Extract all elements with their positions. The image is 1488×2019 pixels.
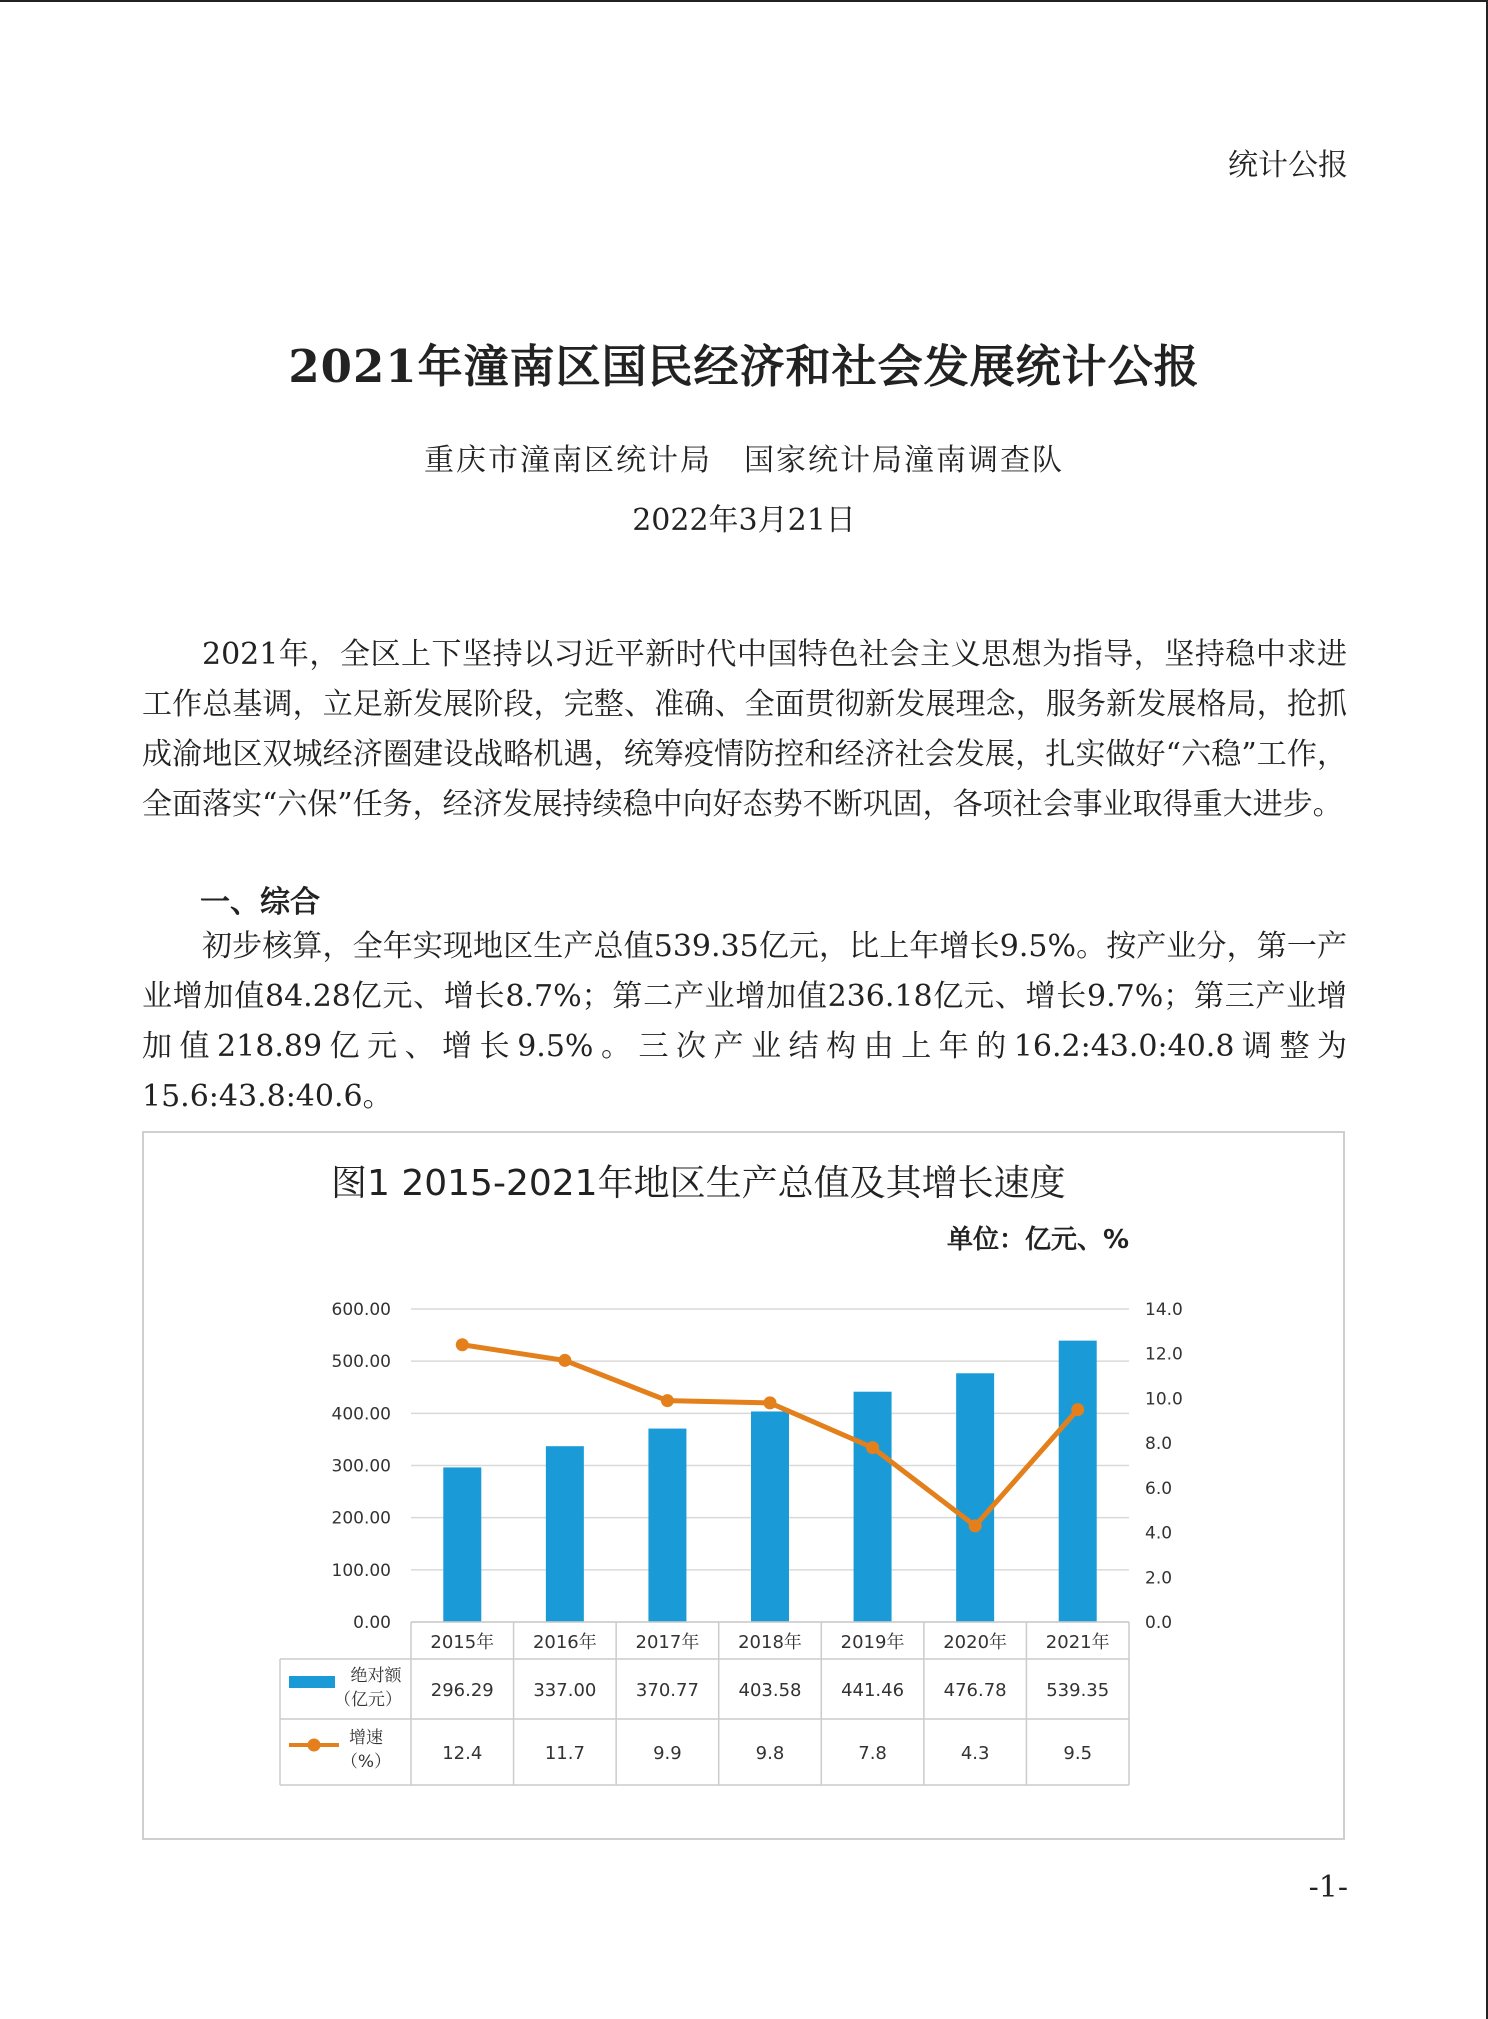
line-value-label: 9.8: [755, 1743, 785, 1764]
section-heading-overview: 一、综合: [200, 885, 320, 920]
line-point: [661, 1394, 674, 1407]
bar: [648, 1429, 686, 1622]
legend-bar-name: 绝对额: [350, 1666, 402, 1686]
left-axis-tick-label: 600.00: [331, 1300, 391, 1320]
line-value-label: 11.7: [544, 1743, 585, 1764]
legend-line-unit: （%）: [340, 1752, 392, 1772]
category-label: 2021年: [1045, 1632, 1110, 1653]
left-axis-tick-label: 300.00: [331, 1456, 391, 1477]
bar-value-label: 370.77: [635, 1680, 699, 1701]
gdp-growth-chart: [144, 1133, 1343, 1838]
header-tag: 统计公报: [1228, 148, 1348, 183]
bar-series: [443, 1341, 1096, 1622]
right-axis-tick-label: 4.0: [1145, 1523, 1173, 1544]
bar-value-label: 337.00: [533, 1680, 597, 1701]
left-axis-tick-label: 200.00: [331, 1508, 391, 1529]
document-date: 2022年3月21日: [632, 503, 856, 538]
right-axis-tick-label: 12.0: [1145, 1344, 1183, 1365]
bar: [546, 1446, 584, 1622]
line-value-label: 7.8: [858, 1743, 887, 1764]
left-axis: [332, 1300, 391, 1633]
right-axis-tick-label: 8.0: [1145, 1434, 1173, 1455]
chart-unit: 单位：亿元、%: [947, 1225, 1130, 1255]
bar: [956, 1373, 994, 1622]
legend-line-marker: [308, 1739, 321, 1752]
category-label: 2015年: [430, 1632, 495, 1653]
left-axis-tick-label: 0.00: [353, 1613, 391, 1633]
legend-bar-unit: （亿元）: [334, 1690, 402, 1710]
line-point: [866, 1441, 879, 1454]
data-table: [280, 1622, 1129, 1785]
line-point: [456, 1338, 469, 1351]
right-axis: [1145, 1300, 1183, 1633]
legend-line-name: 增速: [349, 1728, 383, 1748]
line-value-label: 9.5: [1063, 1743, 1093, 1764]
left-axis-tick-label: 500.00: [331, 1352, 391, 1373]
line-value-label: 12.4: [442, 1743, 483, 1764]
figure-frame: [142, 1131, 1345, 1840]
bar: [1059, 1341, 1097, 1622]
bar: [443, 1467, 481, 1622]
document-authors: 重庆市潼南区统计局 国家统计局潼南调查队: [424, 443, 1064, 478]
bar-value-label: 539.35: [1046, 1680, 1110, 1701]
document-title: 2021年潼南区国民经济和社会发展统计公报: [288, 340, 1200, 393]
bar-value-label: 296.29: [430, 1680, 494, 1701]
right-axis-tick-label: 6.0: [1145, 1478, 1173, 1499]
category-label: 2019年: [840, 1632, 905, 1653]
right-axis-tick-label: 10.0: [1145, 1389, 1183, 1410]
line-point: [558, 1354, 571, 1367]
bar-value-label: 476.78: [943, 1680, 1007, 1701]
category-label: 2016年: [532, 1632, 597, 1653]
left-axis-tick-label: 100.00: [331, 1560, 391, 1581]
line-point: [764, 1396, 777, 1409]
category-label: 2018年: [738, 1632, 802, 1653]
right-axis-tick-label: 14.0: [1145, 1300, 1183, 1320]
line-value-label: 4.3: [960, 1743, 990, 1764]
intro-paragraph: 2021年，全区上下坚持以习近平新时代中国特色社会主义思想为指导，坚持稳中求进工作总基调，立足新发展阶段，完整、准确、全面贯彻新发展理念，服务新发展格局，抢抓成渝地区双城经济圈建设战略机遇，统筹疫情防控和经济社会发展，扎实做好“六稳”工作，全面落实“六保”任务，经济发展持续稳中向好态势不断巩固，各项社会事业取得重大进步。: [142, 637, 1347, 822]
category-label: 2020年: [943, 1632, 1008, 1653]
left-axis-tick-label: 400.00: [331, 1404, 391, 1425]
page-edge-top: [0, 0, 1488, 2]
bar-value-label: 441.46: [841, 1680, 905, 1701]
category-label: 2017年: [635, 1632, 700, 1653]
bar: [751, 1411, 789, 1622]
legend-bar-swatch: [289, 1676, 335, 1688]
bar-value-label: 403.58: [738, 1680, 802, 1701]
bar: [854, 1392, 892, 1622]
page-number: -1-: [1308, 1870, 1348, 1905]
line-point: [1071, 1403, 1084, 1416]
chart-title: 图1 2015-2021年地区生产总值及其增长速度: [331, 1163, 1066, 1204]
right-axis-tick-label: 2.0: [1145, 1568, 1173, 1589]
line-point: [969, 1519, 982, 1532]
right-axis-tick-label: 0.0: [1145, 1613, 1173, 1633]
line-value-label: 9.9: [653, 1743, 682, 1764]
gdp-paragraph: 初步核算，全年实现地区生产总值539.35亿元，比上年增长9.5%。按产业分，第一产业增加值84.28亿元、增长8.7%；第二产业增加值236.18亿元、增长9.7%；第三产业增加值218.89亿元、增长9.5%。三次产业结构由上年的16.2:43.0:40.8调整为15.6:43.8:40.6。: [142, 929, 1347, 1114]
